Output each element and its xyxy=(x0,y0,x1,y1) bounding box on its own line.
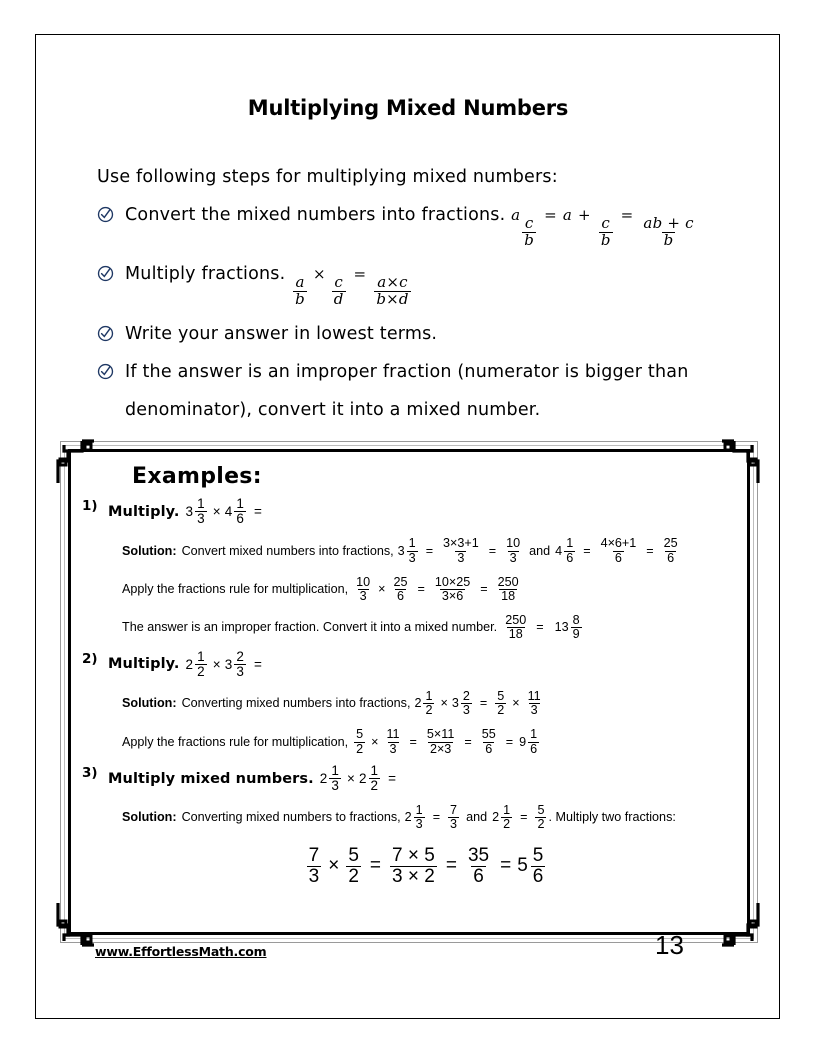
example-1-solution-line-1 xyxy=(122,537,744,564)
example-1-prompt xyxy=(108,497,744,526)
step-1-label: Convert the mixed numbers into fractions. xyxy=(125,205,506,225)
example-1-prompt-text: Multiply. xyxy=(108,503,180,520)
example-2-prompt xyxy=(108,650,744,679)
example-item-3 xyxy=(74,764,744,887)
solution-text: Converting mixed numbers to fractions, xyxy=(181,810,401,825)
step-1-formula: a $\frac{c}{b}$ = a + $\frac{c}{b}$ = $\frac{ab + c}{b}$ xyxy=(511,206,694,249)
example-3-problem: 2 $\frac{1}{3}$ × 2 $\frac{1}{2}$ = xyxy=(319,762,397,794)
solution-math: $\frac{5}{2}$ × $\frac{11}{3}$ = $\frac{5\times 11}{2\times 3}$ = $\frac{55}{6}$ = 9 $\frac{1}{6}$ xyxy=(356,727,538,756)
example-3-number: 3) xyxy=(82,764,98,781)
example-1-number: 1) xyxy=(82,498,98,514)
step-item-1 xyxy=(97,203,717,248)
step-4-label: If the answer is an improper fraction (numerator is bigger than xyxy=(125,361,689,382)
example-2-solution-line-1 xyxy=(122,690,744,717)
solution-text: Apply the fractions rule for multiplication, xyxy=(122,581,349,596)
example-item-2 xyxy=(74,650,744,756)
check-circle-icon xyxy=(97,203,121,223)
solution-text: Apply the fractions rule for multiplication, xyxy=(122,734,349,749)
example-1-solution-line-3 xyxy=(122,614,744,641)
check-circle-icon xyxy=(97,262,121,282)
intro-section xyxy=(97,167,717,436)
footer-website-link[interactable]: www.EffortlessMath.com xyxy=(95,944,267,959)
example-2-prompt-text: Multiply. xyxy=(108,656,180,673)
solution-tail-text: . Multiply two fractions: xyxy=(548,810,676,825)
solution-text: Convert mixed numbers into fractions, xyxy=(181,543,394,558)
examples-content xyxy=(74,455,744,931)
example-2-solution-line-2 xyxy=(122,728,744,755)
example-1-problem: 3 $\frac{1}{3}$ × 4 $\frac{1}{6}$ = xyxy=(185,496,262,527)
examples-box xyxy=(52,437,764,949)
step-2-label: Multiply fractions. xyxy=(125,264,286,285)
step-2-formula: $\frac{a}{b}$ × $\frac{c}{d}$ = $\frac{a\times c}{b\times d}$ xyxy=(295,265,409,308)
page-title: Multiplying Mixed Numbers xyxy=(247,96,569,120)
step-4-content xyxy=(125,360,717,422)
solution-math: 2 $\frac{1}{2}$ × 3 $\frac{2}{3}$ = $\frac{5}{2}$ × $\frac{11}{3}$ xyxy=(414,689,541,718)
page-number: 13 xyxy=(655,930,684,960)
solution-math: 3 $\frac{1}{3}$ = $\frac{3\times 3+1}{3}$ = $\frac{10}{3}$ and 4 $\frac{1}{6}$ = $\frac{4\times 6+1}{6}$ = $\frac{25}{6}$ xyxy=(397,536,678,565)
example-3-final-equation: $\frac{7}{3}$ × $\frac{5}{2}$ = $\frac{7 \times 5}{3 \times 2}$ = $\frac{35}{6}$ = 5 $\frac{5}{6}$ xyxy=(308,844,544,887)
solution-label: Solution: xyxy=(122,543,177,558)
example-1-solution-line-2 xyxy=(122,576,744,603)
step-item-3 xyxy=(97,322,717,346)
step-item-2 xyxy=(97,262,717,307)
examples-heading: Examples: xyxy=(132,464,262,489)
solution-text: Converting mixed numbers into fractions, xyxy=(181,696,411,711)
solution-math: 2 $\frac{1}{3}$ = $\frac{7}{3}$ and 2 $\frac{1}{2}$ = $\frac{5}{2}$ xyxy=(404,803,545,832)
example-3-prompt-text: Multiply mixed numbers. xyxy=(108,770,314,787)
example-2-number: 2) xyxy=(82,650,98,667)
step-3-label: Write your answer in lowest terms. xyxy=(125,323,438,344)
solution-math: $\frac{10}{3}$ × $\frac{25}{6}$ = $\frac{10\times 25}{3\times 6}$ = $\frac{250}{18}$ xyxy=(356,574,519,603)
example-2-problem: 2 $\frac{1}{2}$ × 3 $\frac{2}{3}$ = xyxy=(185,648,262,679)
solution-text: The answer is an improper fraction. Convert it into a mixed number. xyxy=(122,620,498,635)
step-item-4 xyxy=(97,360,717,422)
example-3-solution-line-1 xyxy=(122,804,744,831)
solution-math: $\frac{250}{18}$ = 13 $\frac{8}{9}$ xyxy=(505,613,580,642)
intro-lead-text: Use following steps for multiplying mixed numbers: xyxy=(97,167,558,187)
check-circle-icon xyxy=(97,360,121,380)
solution-label: Solution: xyxy=(122,810,177,825)
step-2-content xyxy=(125,262,717,307)
example-item-1 xyxy=(74,497,744,642)
check-circle-icon xyxy=(97,322,121,342)
example-3-prompt xyxy=(108,764,744,793)
step-1-content xyxy=(125,203,717,248)
solution-label: Solution: xyxy=(122,696,177,711)
step-4-label-continued: denominator), convert it into a mixed number. xyxy=(125,399,541,420)
